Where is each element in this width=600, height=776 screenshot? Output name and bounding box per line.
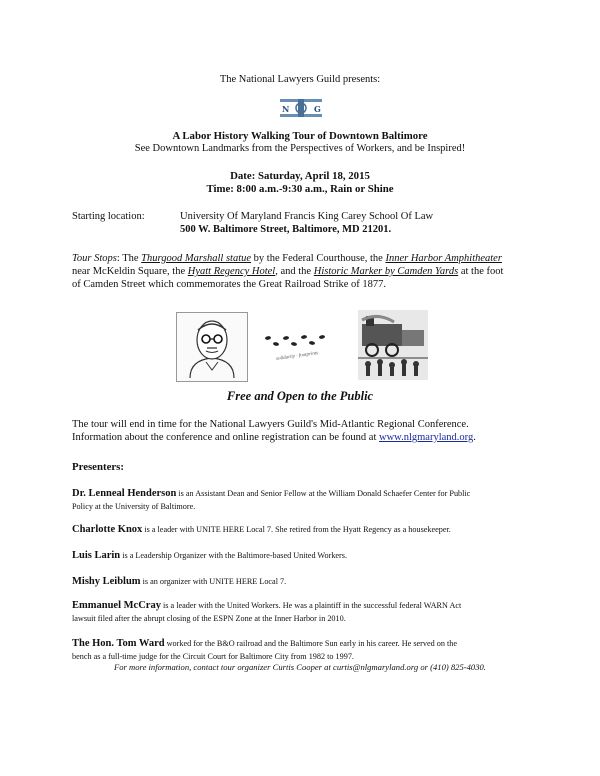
stop-marshall-statue[interactable]: Thurgood Marshall statue [141,253,252,264]
event-subtitle: See Downtown Landmarks from the Perspectives of Workers, and be Inspired! [134,143,466,154]
location-address: 500 W. Baltimore Street, Baltimore, MD 21201 [180,224,389,235]
nlg-maryland-link[interactable]: www.nlgmaryland.org [379,432,474,443]
presenter-item: Luis Larin is a Leadership Organizer with the Baltimore-based United Workers. [72,550,348,561]
railroad-strike-engraving [358,310,428,380]
nlg-logo [278,95,324,121]
event-date: Date: Saturday, April 18, 2015 [230,170,370,182]
presenter-list [72,483,542,669]
presenter-item: Mishy Leiblum is an organizer with UNITE HERE Local 7. [72,576,287,587]
svg-text:G: G [314,104,321,114]
tour-stops-paragraph: Tour Stops: The Thurgood Marshall statue by the Federal Courthouse, the Inner Harbor Amphitheater near McKeldin Square, the Hyatt Regency Hotel, and the Historic Marker by Camden Yards at the foot of Camden Street which commemorates the Great Railroad Strike of 1877. [72,253,504,290]
presenter-item: Emmanuel McCray is a leader with the United Workers. He was a plaintiff in the successful federal WARN Act lawsuit filed after the abrupt closing of the ESPN Zone at the Inner Harbor in 2010. [72,600,462,623]
presenter-item: Charlotte Knox is a leader with UNITE HERE Local 7. She retired from the Hyatt Regency as a housekeeper. [72,524,451,535]
stop-camden-marker[interactable]: Historic Marker by Camden Yards [313,266,459,277]
free-heading: Free and Open to the Public [226,389,374,403]
presents-line: The National Lawyers Guild presents: [219,74,381,85]
thurgood-marshall-sketch [176,312,248,382]
location-label: Starting location: [72,211,145,222]
presenters-heading: Presenters: [72,461,124,473]
contact-footer: For more information, contact tour organizer Curtis Cooper at curtis@nlgmaryland.org or (410) 825-4030. [114,662,486,672]
svg-text:N: N [282,104,290,114]
presenter-item: Dr. Lenneal Henderson is an Assistant Dean and Senior Fellow at the William Donald Schaefer Center for Public Policy at the University of Baltimore. [72,488,471,511]
location-name: University Of Maryland Francis King Carey School Of Law [180,211,434,222]
footprints-image [262,330,332,370]
presenter-item: The Hon. Tom Ward worked for the B&O railroad and the Baltimore Sun early in his career. He served on the bench as a full-time judge for the Circuit Court for Baltimore City from 1982 to 1997. [72,638,457,661]
stop-hyatt[interactable]: Hyatt Regency Hotel [187,266,276,277]
stop-amphitheater[interactable]: Inner Harbor Amphitheater [385,253,502,264]
event-title: A Labor History Walking Tour of Downtown Baltimore [172,130,428,142]
tour-stops-label: Tour Stops [72,253,117,264]
conference-paragraph: The tour will end in time for the National Lawyers Guild's Mid-Atlantic Regional Conference. Information about the conference and online registration can be found at www.nlgmaryland.org. [72,419,476,443]
footprints-caption: solidarity · footprints [275,351,319,362]
event-time: Time: 8:00 a.m.-9:30 a.m., Rain or Shine [206,183,394,195]
location-address-line: 500 W. Baltimore Street, Baltimore, MD 21201. [180,224,392,235]
